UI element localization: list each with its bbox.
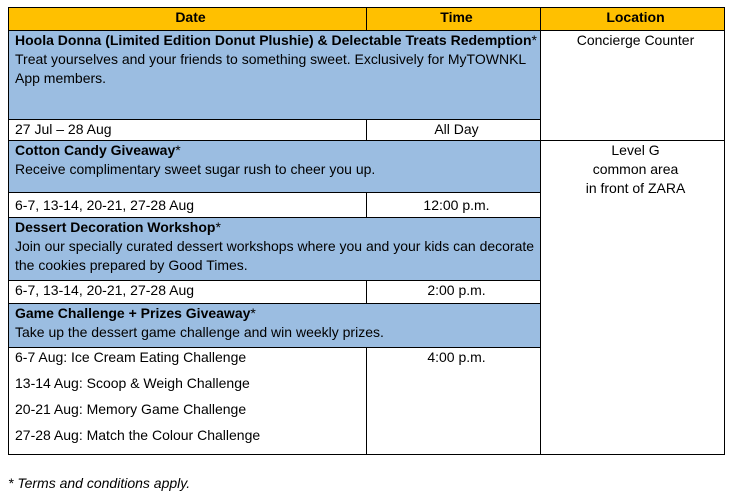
header-row [9,8,725,31]
event-description: Take up the dessert game challenge and win weekly prizes. [15,324,384,340]
time-cell: 4:00 p.m. [367,348,541,455]
event-cell [9,218,541,281]
date-cell: 27 Jul – 28 Aug [9,120,367,141]
event-title: Game Challenge + Prizes Giveaway [15,305,251,321]
event-description: Join our specially curated dessert workshops where you and your kids can decorate the cookies prepared by Good Times. [15,238,535,273]
event-row [9,31,725,120]
challenge-list [9,348,367,455]
asterisk: * [175,142,181,158]
asterisk: * [215,219,221,235]
event-cell [9,304,541,348]
time-cell: All Day [367,120,541,141]
location-cell [541,141,725,455]
event-cell [9,31,541,120]
location-header: Location [541,8,725,31]
event-title: Dessert Decoration Workshop [15,219,216,235]
time-cell: 2:00 p.m. [367,281,541,304]
challenge-item: 27-28 Aug: Match the Colour Challenge [15,427,261,443]
event-description: Receive complimentary sweet sugar rush to cheer you up. [15,161,376,177]
asterisk: * [250,305,256,321]
event-cell [9,141,541,193]
challenge-item: 20-21 Aug: Memory Game Challenge [15,401,247,417]
event-schedule-table [8,7,725,455]
time-header: Time [367,8,541,31]
challenge-item: 13-14 Aug: Scoop & Weigh Challenge [15,375,250,391]
asterisk: * [531,32,537,48]
event-title: Hoola Donna (Limited Edition Donut Plushie) & Delectable Treats Redemption [15,32,532,48]
event-row [9,141,725,193]
date-header: Date [9,8,367,31]
time-cell: 12:00 p.m. [367,193,541,218]
event-description: Treat yourselves and your friends to something sweet. Exclusively for MyTOWNKL App members. [15,51,526,86]
location-cell [541,31,725,141]
date-cell: 6-7, 13-14, 20-21, 27-28 Aug [9,281,367,304]
date-cell: 6-7, 13-14, 20-21, 27-28 Aug [9,193,367,218]
location-line: Level G [611,142,660,158]
location-line: common area [592,161,679,177]
event-title: Cotton Candy Giveaway [15,142,176,158]
location-line: in front of ZARA [585,180,686,196]
location-text: Concierge Counter [576,32,695,48]
challenge-item: 6-7 Aug: Ice Cream Eating Challenge [15,349,247,365]
footnote: * Terms and conditions apply. [8,475,191,491]
